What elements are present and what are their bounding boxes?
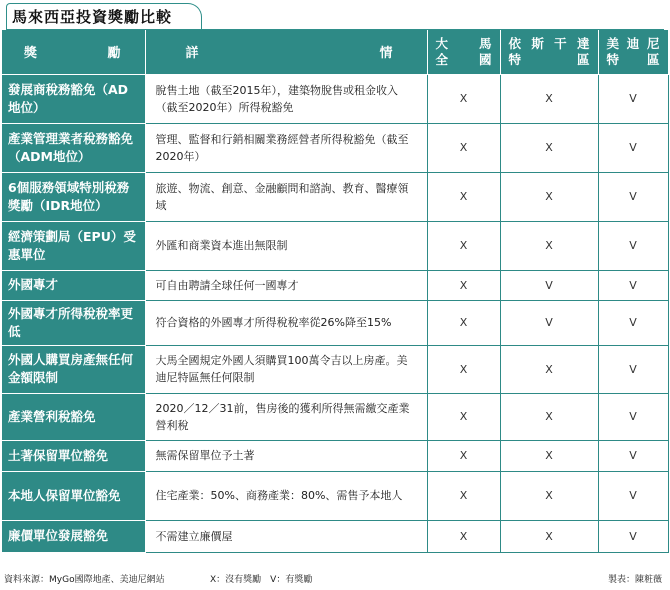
header-medini: 美迪尼 特 區 [598, 30, 668, 74]
row-detail: 管理、監督和行銷相關業務經營者所得稅豁免（截至2020年） [145, 123, 427, 172]
row-category: 本地人保留單位豁免 [2, 471, 145, 520]
mark-nationwide: X [427, 270, 500, 300]
row-detail: 脫售土地（截至2015年），建築物脫售或租金收入（截至2020年）所得稅豁免 [145, 74, 427, 123]
table-row [2, 270, 668, 300]
mark-medini: V [598, 74, 668, 123]
mark-iskandar: X [500, 440, 598, 471]
mark-iskandar: X [500, 74, 598, 123]
table-row [2, 123, 668, 172]
mark-iskandar: X [500, 345, 598, 393]
row-detail: 2020／12／31前，售房後的獲利所得無需繳交產業營利稅 [145, 393, 427, 440]
row-category: 產業管理業者稅務豁免（ADM地位） [2, 123, 145, 172]
mark-iskandar: X [500, 520, 598, 552]
row-category: 發展商稅務豁免（AD地位） [2, 74, 145, 123]
row-detail: 符合資格的外國專才所得稅稅率從26%降至15% [145, 300, 427, 345]
mark-medini: V [598, 300, 668, 345]
mark-medini: V [598, 123, 668, 172]
table-row [2, 221, 668, 270]
mark-medini: V [598, 221, 668, 270]
mark-iskandar: V [500, 300, 598, 345]
mark-nationwide: X [427, 74, 500, 123]
legend-note: X：沒有獎勵 V：有獎勵 [210, 575, 313, 585]
header-nationwide: 大 馬 全 國 [427, 30, 500, 74]
row-detail: 外匯和商業資本進出無限制 [145, 221, 427, 270]
row-category: 經濟策劃局（EPU）受惠單位 [2, 221, 145, 270]
table-row [2, 172, 668, 221]
row-detail: 無需保留單位予土著 [145, 440, 427, 471]
mark-nationwide: X [427, 440, 500, 471]
header-row [2, 30, 668, 74]
table-row [2, 471, 668, 520]
mark-iskandar: X [500, 471, 598, 520]
source-note: 資料來源：MyGo國際地產、美迪尼網站 [4, 575, 165, 585]
mark-nationwide: X [427, 221, 500, 270]
table-row [2, 520, 668, 552]
comparison-table [2, 30, 669, 553]
mark-nationwide: X [427, 123, 500, 172]
row-detail: 大馬全國規定外國人須購買100萬令吉以上房產。美迪尼特區無任何限制 [145, 345, 427, 393]
mark-medini: V [598, 270, 668, 300]
row-category: 外國人購買房產無任何金額限制 [2, 345, 145, 393]
mark-medini: V [598, 471, 668, 520]
row-detail: 住宅產業：50%、商務產業：80%、需售予本地人 [145, 471, 427, 520]
table-row [2, 440, 668, 471]
header-award: 獎 勵 [2, 30, 145, 74]
mark-medini: V [598, 172, 668, 221]
mark-nationwide: X [427, 300, 500, 345]
row-category: 6個服務領域特別稅務獎勵（IDR地位） [2, 172, 145, 221]
row-category: 土著保留單位豁免 [2, 440, 145, 471]
maker-credit: 製表：陳粧薇 [607, 575, 662, 585]
mark-iskandar: X [500, 172, 598, 221]
page-title: 馬來西亞投資獎勵比較 [12, 8, 173, 26]
mark-medini: V [598, 440, 668, 471]
mark-iskandar: X [500, 123, 598, 172]
mark-medini: V [598, 393, 668, 440]
title-bar [0, 0, 670, 30]
table-row [2, 74, 668, 123]
row-category: 外國專才 [2, 270, 145, 300]
mark-nationwide: X [427, 172, 500, 221]
mark-medini: V [598, 520, 668, 552]
mark-nationwide: X [427, 393, 500, 440]
row-category: 產業營利稅豁免 [2, 393, 145, 440]
row-category: 外國專才所得稅稅率更低 [2, 300, 145, 345]
row-detail: 不需建立廉價屋 [145, 520, 427, 552]
row-detail: 旅遊、物流、創意、金融顧問和諮詢、教育、醫療領域 [145, 172, 427, 221]
table-row [2, 345, 668, 393]
row-detail: 可自由聘請全球任何一國專才 [145, 270, 427, 300]
header-iskandar: 依斯干達 特 區 [500, 30, 598, 74]
mark-iskandar: X [500, 221, 598, 270]
table-row [2, 300, 668, 345]
table-row [2, 393, 668, 440]
mark-nationwide: X [427, 345, 500, 393]
mark-iskandar: V [500, 270, 598, 300]
mark-nationwide: X [427, 520, 500, 552]
mark-medini: V [598, 345, 668, 393]
header-detail: 詳 情 [145, 30, 427, 74]
row-category: 廉價單位發展豁免 [2, 520, 145, 552]
mark-iskandar: X [500, 393, 598, 440]
mark-nationwide: X [427, 471, 500, 520]
footer [4, 572, 666, 586]
